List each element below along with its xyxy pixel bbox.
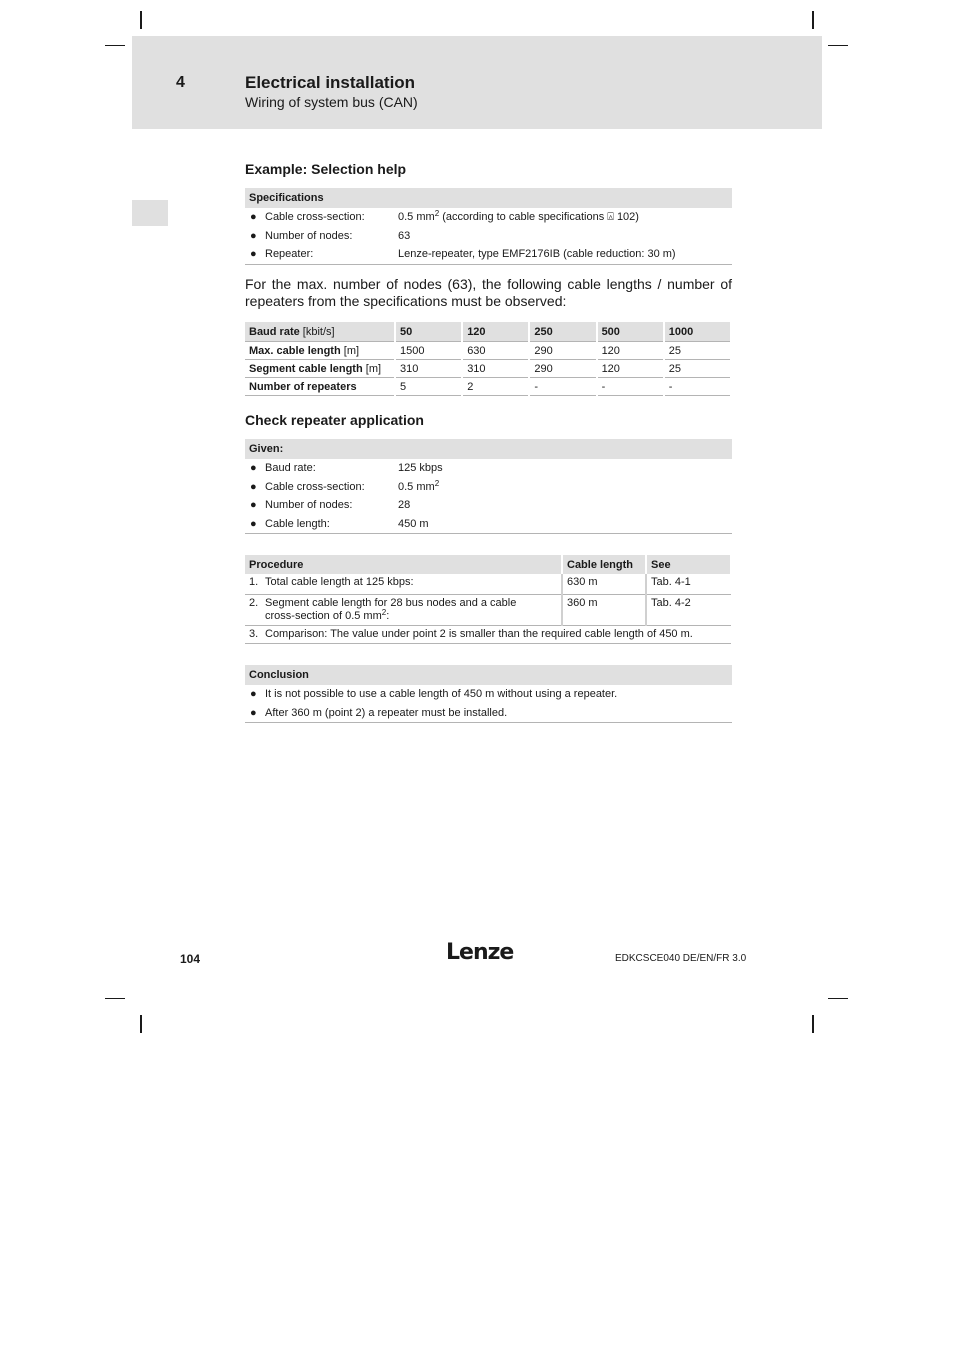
given-label: Cable cross-section: <box>265 480 365 493</box>
given-label: Cable length: <box>265 517 330 530</box>
spec-row <box>245 227 732 246</box>
given-row <box>245 459 732 478</box>
bullet-icon: ● <box>250 211 257 223</box>
spec-value: 0.5 $mm^2$ (according to cable specifications ⍓ 102) <box>398 209 639 223</box>
table-header-row <box>245 322 731 342</box>
baud-rate-table <box>245 322 732 396</box>
section-heading-selection-help: Example: Selection help <box>245 161 407 177</box>
table-header-cell: Cable length <box>562 555 646 574</box>
table-cell: 310 <box>462 360 529 378</box>
reference-cell: Tab. 4-2 <box>646 594 731 625</box>
reference-cell: Tab. 4-1 <box>646 574 731 594</box>
given-row <box>245 478 732 497</box>
cable-length-cell: 360 m <box>562 594 646 625</box>
table-cell: 5 <box>395 378 462 396</box>
table-cell: 1500 <box>395 342 462 360</box>
table-cell: 25 <box>664 342 731 360</box>
table-cell: 310 <box>395 360 462 378</box>
row-label: Number of repeaters <box>245 378 395 396</box>
specifications-box <box>245 188 732 265</box>
spec-value: Lenze-repeater, type EMF2176IB (cable reduction: 30 m) <box>398 248 676 260</box>
row-label: Max. cable length [m] <box>245 342 395 360</box>
table-header-cell: Procedure <box>245 555 562 574</box>
table-header-row <box>245 555 731 574</box>
header-band <box>132 36 822 129</box>
row-label: Segment cable length [m] <box>245 360 395 378</box>
table-header-cell: 50 <box>395 322 462 342</box>
table-cell: 290 <box>529 342 596 360</box>
given-header: Given: <box>245 439 732 459</box>
conclusion-text: After 360 m (point 2) a repeater must be installed. <box>265 706 508 719</box>
spec-row <box>245 245 732 265</box>
table-header-cell: 1000 <box>664 322 731 342</box>
table-row <box>245 360 731 378</box>
chapter-side-tab <box>132 200 168 226</box>
given-label: Baud rate: <box>265 462 316 474</box>
given-value: 0.5 $mm^2$ <box>398 478 440 493</box>
bullet-icon: ● <box>250 499 257 511</box>
procedure-table <box>245 555 732 644</box>
table-cell: - <box>664 378 731 396</box>
conclusion-header: Conclusion <box>245 665 732 685</box>
crop-mark <box>828 998 848 999</box>
table-cell: - <box>529 378 596 396</box>
bullet-icon: ● <box>250 229 257 242</box>
procedure-step: 2. Segment cable length for 28 bus nodes and a cable cross-section of 0.5 $mm^2$: <box>245 594 562 625</box>
comparison-cell: 3. Comparison: The value under point 2 is smaller than the required cable length of 450 m. <box>245 625 731 643</box>
table-cell: 25 <box>664 360 731 378</box>
table-row <box>245 574 731 594</box>
table-cell: 120 <box>597 360 664 378</box>
procedure-step: 1. Total cable length at 125 kbps: <box>245 574 562 594</box>
bullet-icon: ● <box>250 706 257 719</box>
bullet-icon: ● <box>250 517 257 530</box>
table-header-cell: Baud rate [kbit/s] <box>245 322 395 342</box>
crop-mark <box>140 1015 142 1033</box>
conclusion-box <box>245 665 732 723</box>
crop-mark <box>828 45 848 46</box>
crop-mark <box>812 11 814 29</box>
spec-label: Cable cross-section: <box>265 211 365 223</box>
bullet-icon: ● <box>250 462 257 474</box>
table-cell: 630 <box>462 342 529 360</box>
table-header-cell: See <box>646 555 731 574</box>
crop-mark <box>105 998 125 999</box>
intro-paragraph: For the max. number of nodes (63), the following cable lengths / number of repeaters from the specifications must be observed: <box>245 276 732 309</box>
table-row <box>245 378 731 396</box>
table-cell: 2 <box>462 378 529 396</box>
bullet-icon: ● <box>250 248 257 260</box>
chapter-title: Electrical installation <box>245 73 416 92</box>
spec-value: 63 <box>398 229 411 242</box>
bullet-icon: ● <box>250 480 257 493</box>
table-row <box>245 342 731 360</box>
given-value: 450 m <box>398 517 429 530</box>
table-cell: - <box>597 378 664 396</box>
crop-mark <box>105 45 125 46</box>
conclusion-item <box>245 704 732 724</box>
chapter-subtitle: Wiring of system bus (CAN) <box>245 94 418 110</box>
table-header-cell: 120 <box>462 322 529 342</box>
spec-label: Number of nodes: <box>265 229 353 242</box>
document-id: EDKCSCE040 DE/EN/FR 3.0 <box>615 953 747 964</box>
cable-length-cell: 630 m <box>562 574 646 594</box>
table-row <box>245 594 731 625</box>
given-value: 28 <box>398 499 411 511</box>
section-heading-check-repeater: Check repeater application <box>245 412 424 428</box>
given-value: 125 kbps <box>398 462 443 474</box>
conclusion-item <box>245 685 732 704</box>
bullet-icon: ● <box>250 688 257 700</box>
given-label: Number of nodes: <box>265 499 353 511</box>
table-row <box>245 625 731 643</box>
table-header-cell: 250 <box>529 322 596 342</box>
page-number: 104 <box>180 952 201 966</box>
given-row <box>245 515 732 535</box>
crop-mark <box>140 11 142 29</box>
lenze-logo: Lenze <box>446 940 514 965</box>
table-cell: 290 <box>529 360 596 378</box>
given-box <box>245 439 732 534</box>
table-header-cell: 500 <box>597 322 664 342</box>
table-cell: 120 <box>597 342 664 360</box>
chapter-number: 4 <box>176 74 185 91</box>
given-row <box>245 496 732 515</box>
conclusion-text: It is not possible to use a cable length of 450 m without using a repeater. <box>265 688 618 700</box>
spec-label: Repeater: <box>265 248 314 260</box>
specifications-header: Specifications <box>245 188 732 208</box>
spec-row <box>245 208 732 227</box>
crop-mark <box>812 1015 814 1033</box>
